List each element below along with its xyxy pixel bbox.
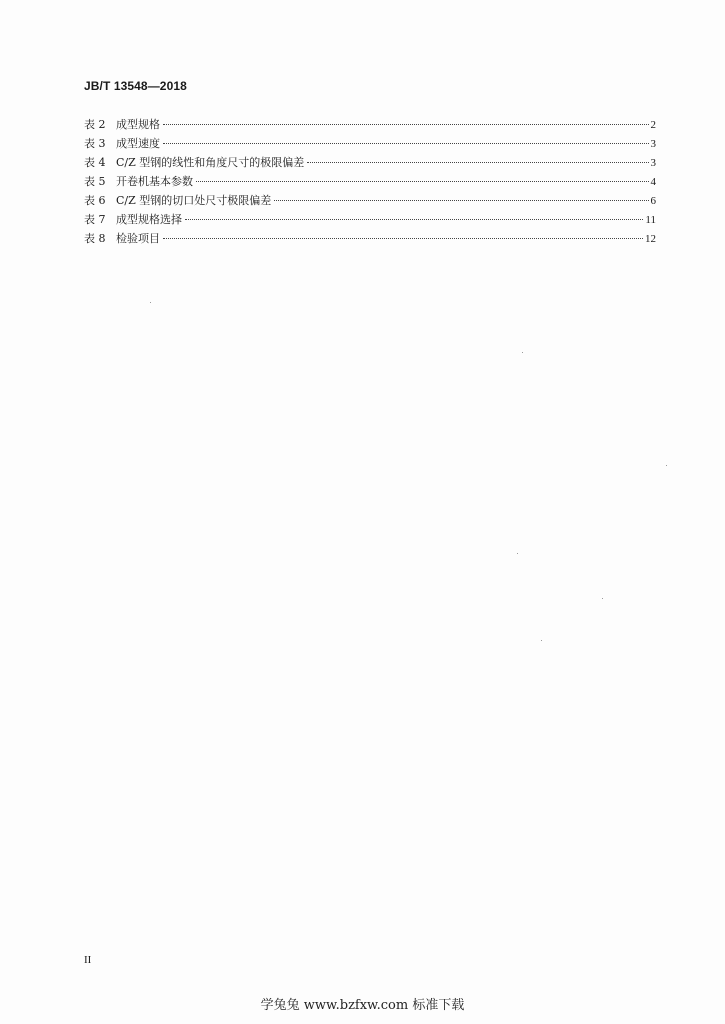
toc-dot-leader [274,200,648,201]
toc-entry-page: 4 [650,176,656,188]
toc-entry-label: 表 5 [84,175,106,188]
toc-entry-label: 表 4 [84,156,106,169]
toc-entry-page: 11 [645,214,656,226]
toc-entry-label: 表 3 [84,137,106,150]
page-number: II [84,954,92,966]
toc-entry-title: 成型规格选择 [116,213,182,226]
toc-entry-title: 开卷机基本参数 [116,175,193,188]
toc-entry[interactable] [84,116,656,135]
scan-speck [150,302,151,303]
toc-entry-title: 成型速度 [116,137,160,150]
toc-entry-label: 表 2 [84,118,106,131]
toc-entry[interactable] [84,135,656,154]
toc-entry-page: 6 [650,195,656,207]
toc-entry-page: 3 [650,138,656,150]
scan-speck [522,352,523,353]
scan-speck [666,465,667,466]
toc-entry[interactable] [84,211,656,230]
toc-entry-title: C/Z 型钢的线性和角度尺寸的极限偏差 [116,156,305,169]
toc-dot-leader [185,219,643,220]
toc-entry-title: C/Z 型钢的切口处尺寸极限偏差 [116,194,272,207]
toc-entry[interactable] [84,192,656,211]
toc-dot-leader [163,238,643,239]
standard-code-header: JB/T 13548—2018 [84,79,187,93]
scan-speck [602,598,603,599]
toc-dot-leader [163,124,649,125]
scan-speck [517,553,518,554]
table-of-contents-list [84,116,656,249]
toc-entry-page: 2 [650,119,656,131]
toc-dot-leader [163,143,649,144]
toc-entry[interactable] [84,154,656,173]
toc-dot-leader [307,162,648,163]
toc-entry-label: 表 7 [84,213,106,226]
toc-entry-title: 成型规格 [116,118,160,131]
toc-entry-title: 检验项目 [116,232,160,245]
site-watermark-text: 学兔兔 www.bzfxw.com 标准下载 [260,998,465,1013]
toc-entry-page: 12 [645,233,656,245]
toc-entry-label: 表 6 [84,194,106,207]
scan-speck [541,640,542,641]
toc-dot-leader [196,181,649,182]
toc-entry-label: 表 8 [84,232,106,245]
toc-entry[interactable] [84,230,656,249]
toc-entry-page: 3 [650,157,656,169]
toc-entry[interactable] [84,173,656,192]
